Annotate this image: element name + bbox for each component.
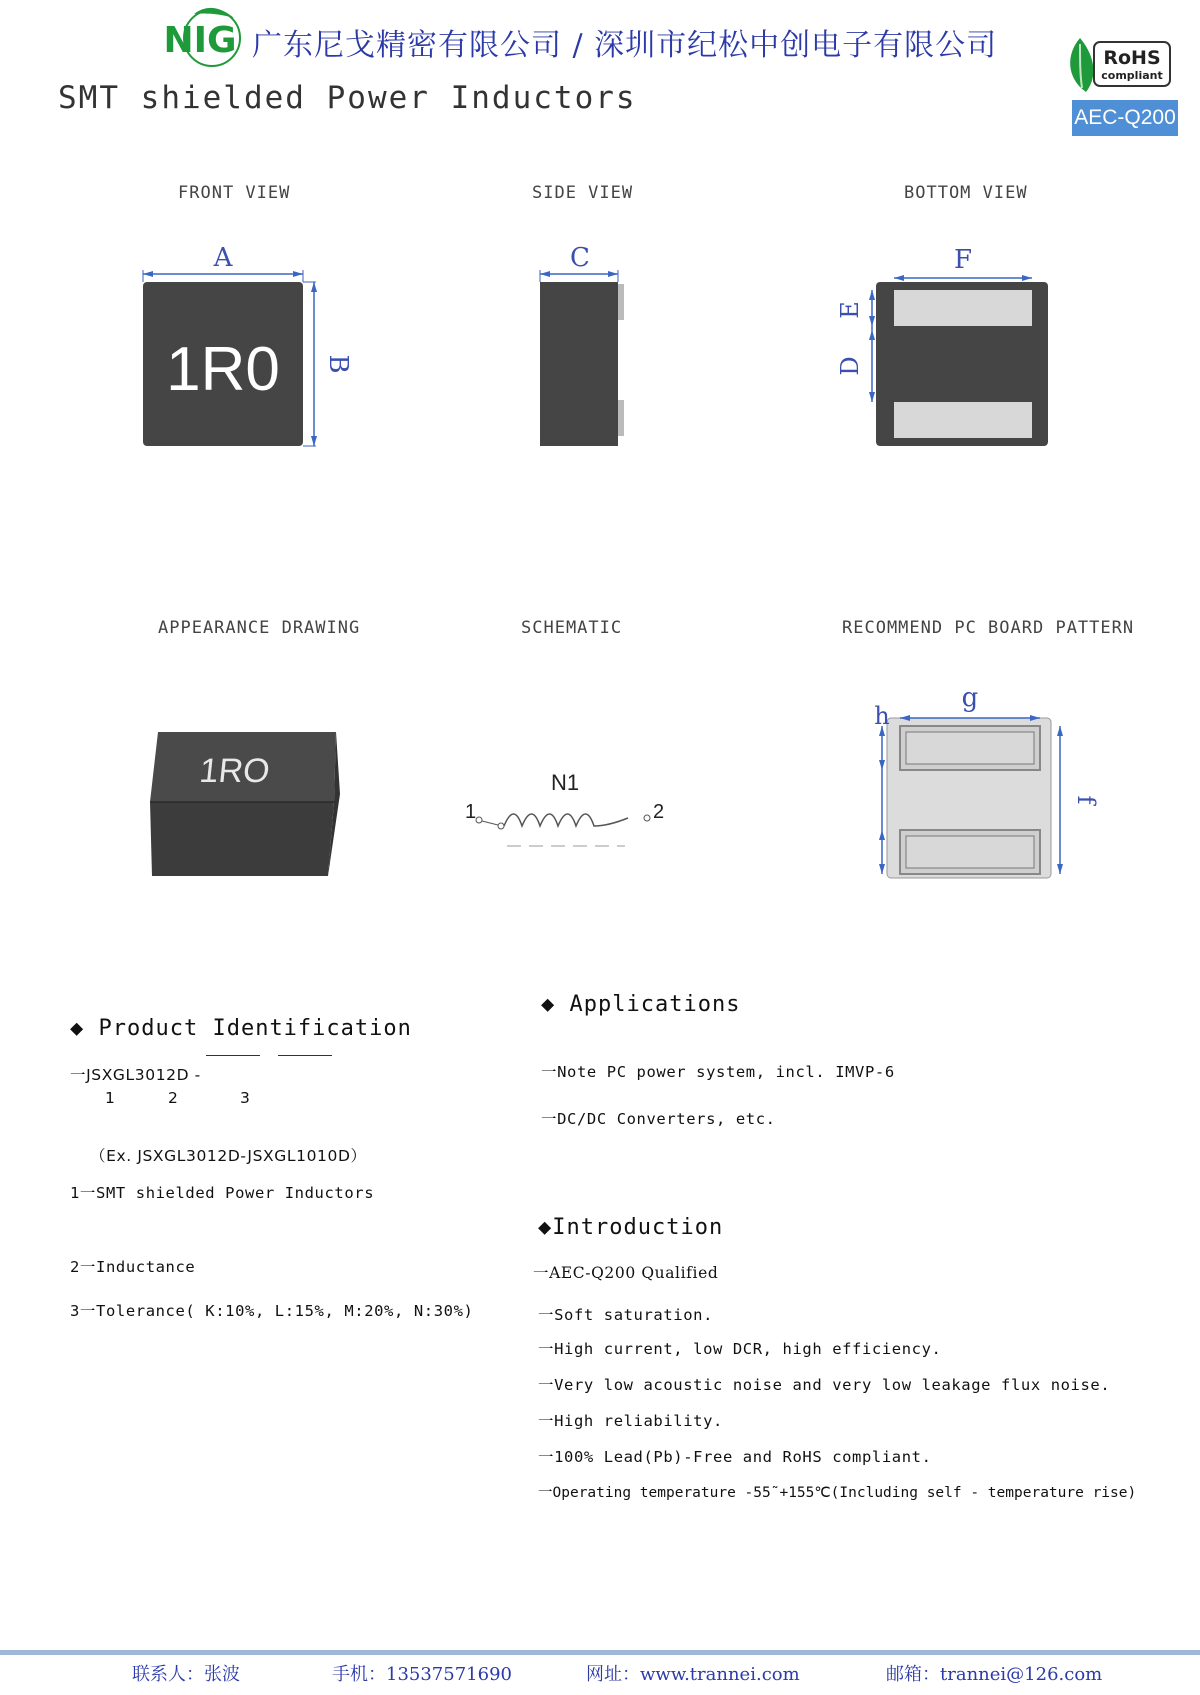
- applications-heading: ◆ Applications: [541, 992, 741, 1017]
- coil-name: N1: [550, 770, 580, 795]
- product-identification-heading: ◆ Product Identification: [70, 1016, 412, 1041]
- schematic-label: SCHEMATIC: [521, 618, 623, 638]
- diamond-bullet-icon: ◆: [538, 1215, 553, 1240]
- schematic-drawing: [455, 760, 685, 870]
- diamond-bullet-icon: ◆: [541, 992, 556, 1017]
- dim-d-label: D: [836, 356, 864, 376]
- intro-item: 一Operating temperature -55˜+155℃(Including self - temperature rise): [538, 1485, 1137, 1501]
- application-item: 一Note PC power system, incl. IMVP-6: [541, 1063, 895, 1081]
- intro-item: 一High current, low DCR, high efficiency.: [538, 1340, 942, 1358]
- id-item: 1一SMT shielded Power Inductors: [70, 1184, 375, 1202]
- coil-symbol: [504, 814, 628, 826]
- intro-item: 一Soft saturation.: [538, 1306, 714, 1324]
- dim-f-label: F: [953, 245, 973, 275]
- dim-g-label: g: [961, 683, 979, 713]
- aec-q200-badge: AEC-Q200: [1072, 100, 1178, 136]
- intro-item: 一100% Lead(Pb)-Free and RoHS compliant.: [538, 1448, 932, 1466]
- footer-email[interactable]: 邮箱：trannei@126.com: [886, 1664, 1103, 1685]
- pcb-pattern-label: RECOMMEND PC BOARD PATTERN: [842, 618, 1135, 638]
- footer-website[interactable]: 网址：www.trannei.com: [586, 1664, 800, 1685]
- application-item: 一DC/DC Converters, etc.: [541, 1110, 776, 1128]
- dim-h-label: h: [874, 702, 890, 730]
- svg-text:compliant: compliant: [1101, 69, 1163, 82]
- appearance-3d-drawing: [140, 720, 360, 890]
- intro-item: 一AEC-Q200 Qualified: [533, 1264, 719, 1282]
- part-field-number: 2: [168, 1089, 179, 1107]
- intro-item: 一Very low acoustic noise and very low leakage flux noise.: [538, 1376, 1111, 1394]
- footer-phone: 手机：13537571690: [332, 1664, 512, 1685]
- pin2-label: 2: [653, 801, 665, 823]
- front-view-label: FRONT VIEW: [178, 183, 291, 203]
- diamond-bullet-icon: ◆: [70, 1016, 85, 1041]
- company-name: 广东尼戈精密有限公司 / 深圳市纪松中创电子有限公司: [252, 28, 998, 63]
- footer-divider: [0, 1650, 1200, 1655]
- bottom-pad-top: [894, 290, 1032, 326]
- dim-b-label: B: [323, 354, 353, 374]
- page-title: SMT shielded Power Inductors: [58, 80, 637, 116]
- pcb-pattern-drawing: [860, 670, 1100, 900]
- svg-text:RoHS: RoHS: [1103, 47, 1161, 69]
- id-item: 2一Inductance: [70, 1258, 196, 1276]
- blank-underline: [278, 1055, 332, 1056]
- part-example: （Ex. JSXGL3012D-JSXGL1010D）: [90, 1147, 367, 1165]
- bottom-view-label: BOTTOM VIEW: [904, 183, 1028, 203]
- front-view-drawing: [130, 230, 370, 460]
- front-marking: 1R0: [166, 335, 280, 404]
- pin1-label: 1: [465, 801, 477, 823]
- dim-a-label: A: [213, 243, 233, 273]
- footer-contact: 联系人：张波: [132, 1664, 240, 1685]
- logo-text: NIG: [163, 20, 237, 61]
- part-number-template: 一JSXGL3012D -: [70, 1066, 201, 1084]
- appearance-marking: 1RO: [197, 752, 272, 790]
- rohs-badge: [1064, 34, 1174, 96]
- bottom-pad-bottom: [894, 402, 1032, 438]
- side-view-drawing: [530, 230, 650, 460]
- bottom-view-drawing: [830, 230, 1060, 460]
- id-item: 3一Tolerance( K:10%, L:15%, M:20%, N:30%): [70, 1302, 474, 1320]
- dim-f-small-label: f: [1072, 795, 1100, 805]
- company-logo: [150, 2, 250, 72]
- appearance-drawing-label: APPEARANCE DRAWING: [158, 618, 361, 638]
- side-view-label: SIDE VIEW: [532, 183, 634, 203]
- part-field-number: 3: [240, 1089, 251, 1107]
- dim-c-label: C: [570, 243, 590, 273]
- introduction-heading: ◆Introduction: [538, 1215, 724, 1240]
- part-field-number: 1: [105, 1089, 116, 1107]
- intro-item: 一High reliability.: [538, 1412, 723, 1430]
- blank-underline: [206, 1055, 260, 1056]
- dim-e-label: E: [836, 301, 864, 319]
